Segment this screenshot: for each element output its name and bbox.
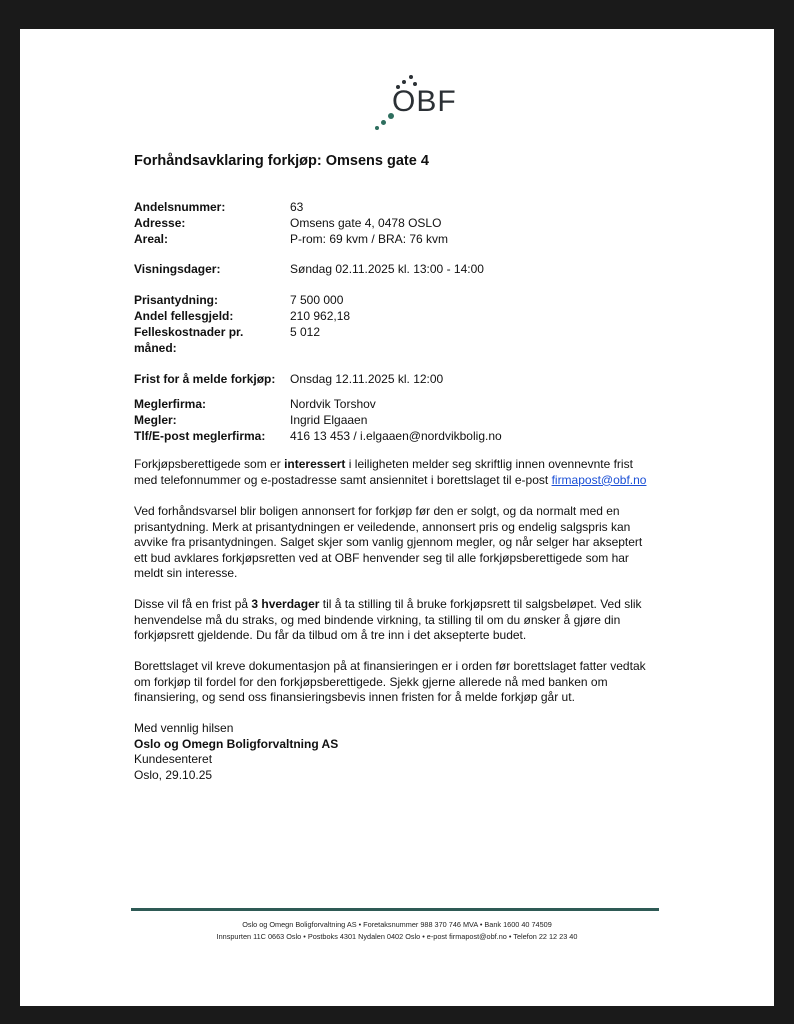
page-title: Forhåndsavklaring forkjøp: Omsens gate 4 [134,153,429,169]
email-link[interactable]: firmapost@obf.no [551,472,647,487]
detail-value: 63 [290,200,304,214]
detail-label: Andelsnummer: [134,200,226,214]
paragraph-text: i leiligheten melder seg skriftlig innen ovennevnte frist med telefonnummer og e-postadresse samt ansiennitet i borettslaget til e-post [134,457,633,487]
paragraph-emphasis: 3 hverdager [251,597,320,611]
paragraph-text: Disse vil få en frist på [134,597,252,611]
detail-label: Felleskostnader pr. måned: [134,325,244,355]
paragraph-deadline [134,597,656,644]
detail-label: Frist for å melde forkjøp: [134,372,276,386]
footer-company-info: Oslo og Omegn Boligforvaltning AS • Foretaksnummer 988 370 746 MVA • Bank 1600 40 74509 [242,920,552,929]
paragraph-process: Ved forhåndsvarsel blir boligen annonsert for forkjøp før den er solgt, og da normalt med en prisantydning. Merk at prisantydningen er veiledende, annonsert pris og endelig salgspris kan avvike fra prisantydningen. Salget skjer som vanlig gjennom megler, og når selger har akseptert ett bud avklares forkjøpsretten ved at OBF henvender seg til alle forkjøpsberettigede som har meldt sin interesse. [134,504,643,581]
signature-greeting: Med vennlig hilsen [134,721,234,735]
detail-label: Andel fellesgjeld: [134,309,234,323]
signature-company: Oslo og Omegn Boligforvaltning AS [134,737,339,751]
paragraph-interest [134,457,656,488]
signature-place-date: Oslo, 29.10.25 [134,768,213,782]
detail-value: 5 012 [290,325,321,339]
paragraph-text: til å ta stilling til å bruke forkjøpsrett til salgsbeløpet. Ved slik henvendelse må du straks, og med bindende virkning, ta stilling til om du ønsker å gjøre din forkjøpsrett gjeldende. Du får da tilbud om å tre inn i det aksepterte budet. [134,597,642,643]
logo-dot [402,80,406,84]
detail-label: Tlf/E-post meglerfirma: [134,429,266,443]
detail-value: P-rom: 69 kvm / BRA: 76 kvm [290,232,449,246]
obf-logo [358,75,457,131]
logo-text: OBF [392,85,457,118]
detail-value: 7 500 000 [290,293,344,307]
detail-label: Areal: [134,232,169,246]
paragraph-emphasis: interessert [284,457,346,471]
detail-label: Meglerfirma: [134,397,207,411]
detail-value: 210 962,18 [290,309,351,323]
signature-department: Kundesenteret [134,752,213,766]
detail-label: Visningsdager: [134,262,221,276]
detail-value: Søndag 02.11.2025 kl. 13:00 - 14:00 [290,262,484,276]
detail-label: Prisantydning: [134,293,219,307]
footer-contact-info: Innspurten 11C 0663 Oslo • Postboks 4301 Nydalen 0402 Oslo • e-post firmapost@obf.no • Telefon 22 12 23 40 [216,932,578,941]
detail-value: Nordvik Torshov [290,397,376,411]
detail-value: Ingrid Elgaaen [290,413,368,427]
footer-divider [131,908,659,911]
detail-label: Megler: [134,413,177,427]
paragraph-text: Forkjøpsberettigede som er [134,457,285,471]
logo-dot [375,126,379,130]
detail-label: Adresse: [134,216,186,230]
detail-value: 416 13 453 / i.elgaaen@nordvikbolig.no [290,429,502,443]
detail-value: Omsens gate 4, 0478 OSLO [290,216,442,230]
logo-dot [381,120,386,125]
paragraph-financing: Borettslaget vil kreve dokumentasjon på at finansieringen er i orden før borettslaget fatter vedtak om forkjøp til fordel for den forkjøpsberettigede. Sjekk gjerne allerede nå med banken om finansiering, og send oss finansieringsbevis innen fristen for å melde forkjøp går ut. [134,659,646,705]
logo-dot [409,75,413,79]
document-page [20,29,774,1006]
detail-value: Onsdag 12.11.2025 kl. 12:00 [290,372,444,386]
